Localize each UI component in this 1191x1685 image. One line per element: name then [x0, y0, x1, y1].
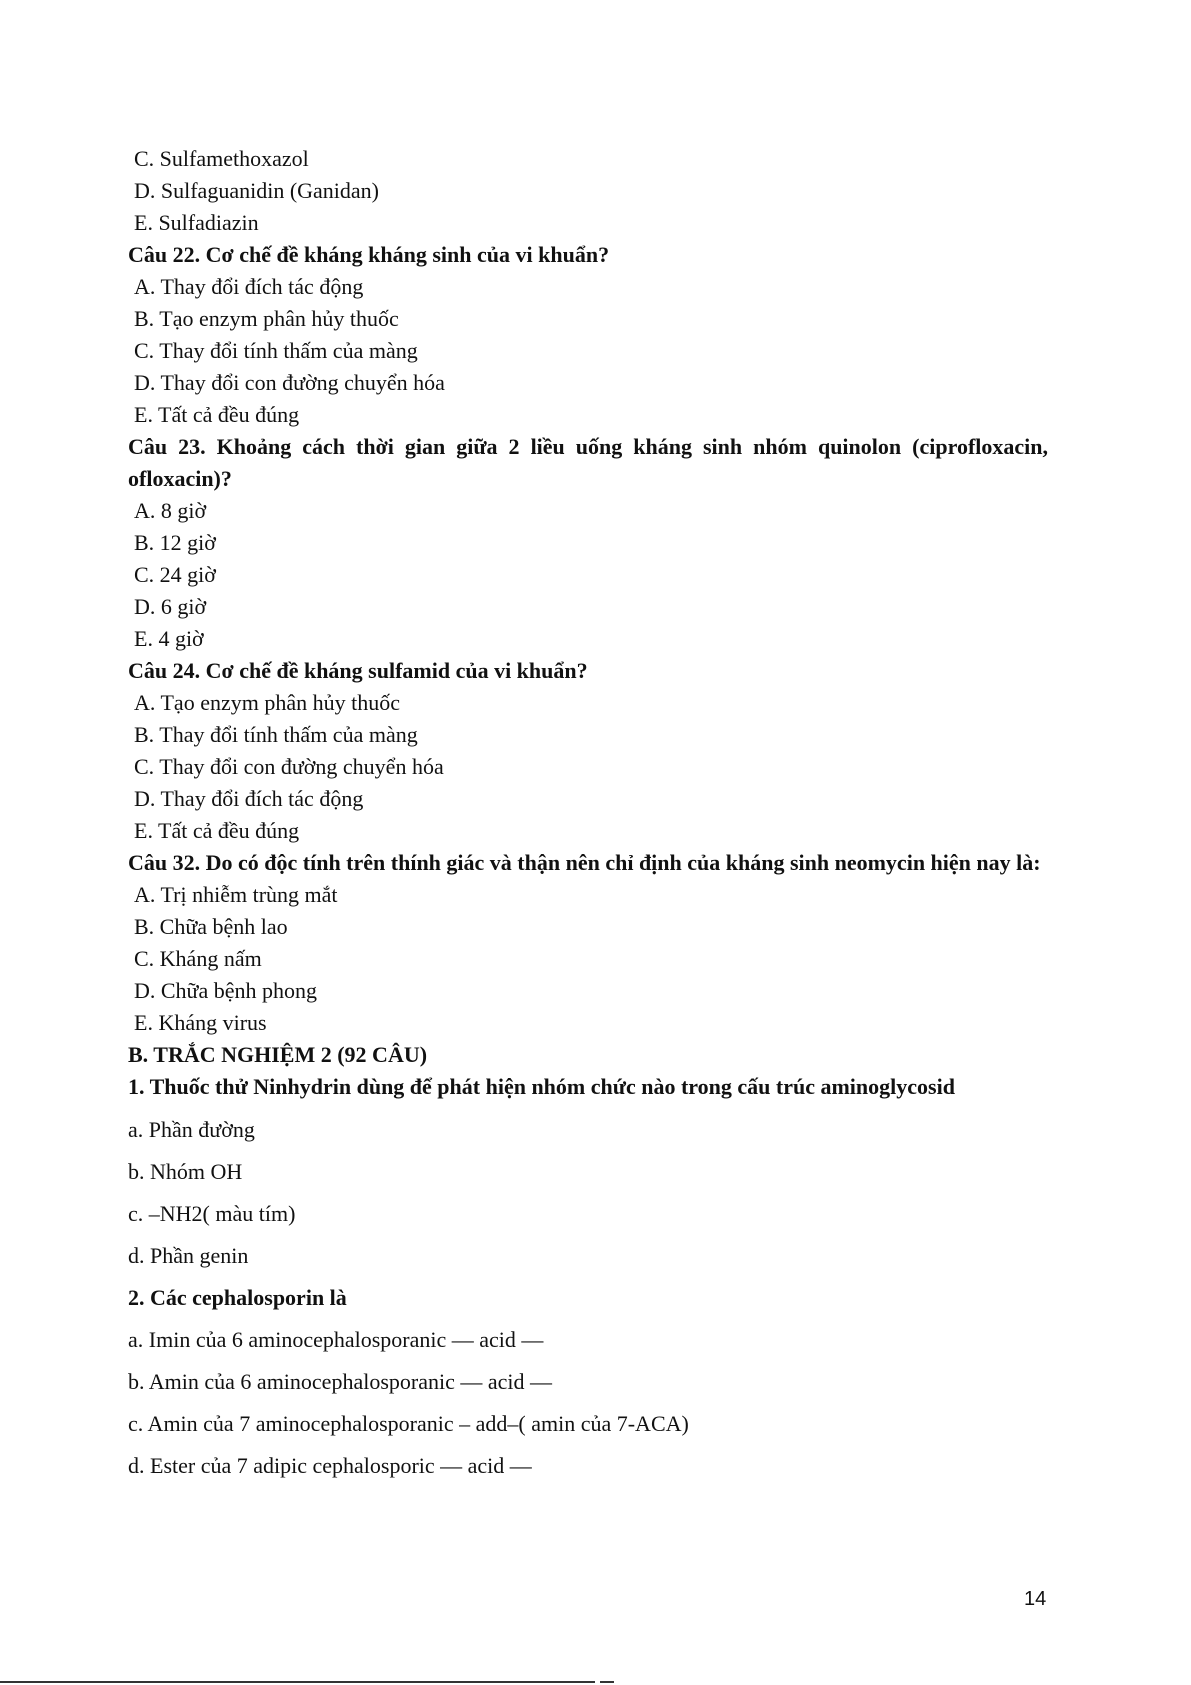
option: c. –NH2( màu tím) — [128, 1201, 296, 1226]
question-text: Câu 32. Do có độc tính trên thính giác và thận nên chỉ định của kháng sinh neomycin hiện nay là: — [128, 850, 1041, 875]
option: D. Sulfaguanidin (Ganidan) — [134, 178, 379, 203]
option: E. Tất cả đều đúng — [134, 818, 300, 843]
option: C. Thay đổi tính thấm của màng — [134, 338, 418, 363]
options-continued — [128, 143, 1048, 239]
question-text: Câu 22. Cơ chế đề kháng kháng sinh của vi khuẩn? — [128, 242, 610, 267]
question-b2 — [128, 1277, 1048, 1487]
question-b1 — [128, 1071, 1048, 1277]
option: D. Thay đổi đích tác động — [134, 786, 364, 811]
option: b. Nhóm OH — [128, 1159, 243, 1184]
option: a. Phần đường — [128, 1117, 255, 1142]
section-heading: B. TRẮC NGHIỆM 2 (92 CÂU) — [128, 1042, 428, 1067]
option: C. Thay đổi con đường chuyển hóa — [134, 754, 444, 779]
option: E. Kháng virus — [134, 1010, 267, 1035]
question-text: Câu 23. Khoảng cách thời gian giữa 2 liều uống kháng sinh nhóm quinolon (ciprofloxacin, ofloxacin)? — [128, 434, 1048, 491]
option: A. Thay đổi đích tác động — [134, 274, 364, 299]
option: E. Tất cả đều đúng — [134, 402, 300, 427]
option: A. Tạo enzym phân hủy thuốc — [134, 690, 400, 715]
option: a. Imin của 6 aminocephalosporanic — acid — — [128, 1327, 544, 1352]
option: E. Sulfadiazin — [134, 210, 259, 235]
question-text: 1. Thuốc thử Ninhydrin dùng để phát hiện nhóm chức nào trong cấu trúc aminoglycosid — [128, 1074, 955, 1099]
option: b. Amin của 6 aminocephalosporanic — acid — — [128, 1369, 552, 1394]
option: d. Ester của 7 adipic cephalosporic — acid — — [128, 1453, 532, 1478]
question-32 — [128, 847, 1048, 1039]
section-b-questions — [128, 1071, 1048, 1487]
option: D. 6 giờ — [134, 594, 207, 619]
page-edge-divider — [0, 1681, 595, 1683]
question-22 — [128, 239, 1048, 431]
option: d. Phần genin — [128, 1243, 249, 1268]
option: B. 12 giờ — [134, 530, 216, 555]
option: C. Kháng nấm — [134, 946, 262, 971]
page-number: 14 — [1024, 1588, 1047, 1610]
question-text: Câu 24. Cơ chế đề kháng sulfamid của vi khuẩn? — [128, 658, 588, 683]
page-content — [128, 143, 1048, 1487]
question-23 — [128, 431, 1048, 655]
option: c. Amin của 7 aminocephalosporanic – add–( amin của 7-ACA) — [128, 1411, 689, 1436]
question-24 — [128, 655, 1048, 847]
option: B. Tạo enzym phân hủy thuốc — [134, 306, 399, 331]
option: D. Thay đổi con đường chuyển hóa — [134, 370, 445, 395]
option: B. Thay đổi tính thấm của màng — [134, 722, 418, 747]
option: A. Trị nhiễm trùng mắt — [134, 882, 338, 907]
option: B. Chữa bệnh lao — [134, 914, 288, 939]
option: C. 24 giờ — [134, 562, 216, 587]
question-text: 2. Các cephalosporin là — [128, 1285, 347, 1310]
option: D. Chữa bệnh phong — [134, 978, 318, 1003]
option: E. 4 giờ — [134, 626, 204, 651]
page-edge-divider — [600, 1681, 614, 1683]
option: C. Sulfamethoxazol — [134, 146, 309, 171]
option: A. 8 giờ — [134, 498, 207, 523]
